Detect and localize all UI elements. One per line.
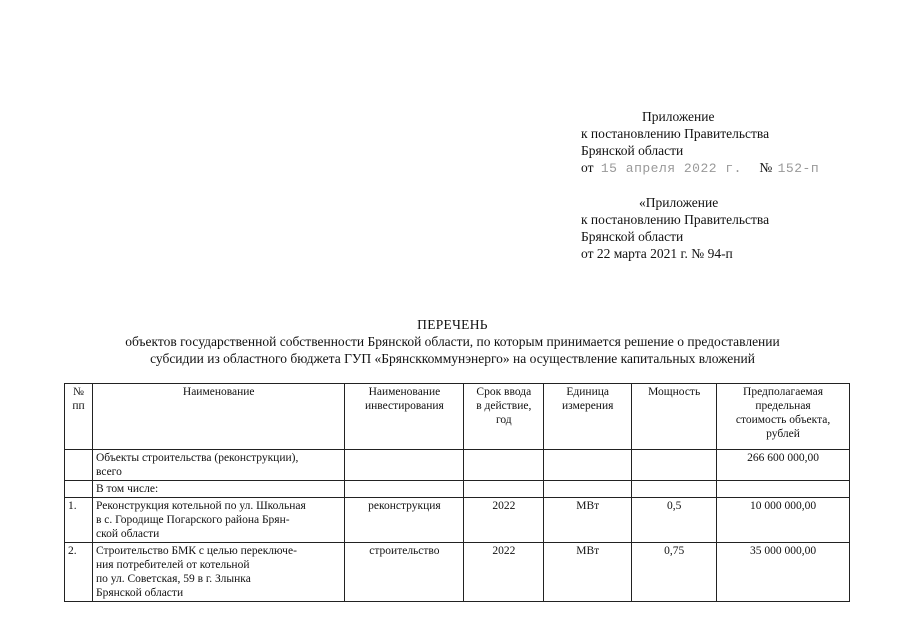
total-cost: 266 600 000,00	[717, 450, 850, 481]
date-prefix: от	[581, 160, 594, 175]
header-deadline: Срок ввода в действие, год	[464, 384, 544, 450]
appendix-current-line1: к постановлению Правительства	[581, 126, 770, 141]
table-header-row	[65, 384, 850, 450]
row-name: Строительство БМК с целью переключе- ния потребителей от котельной по ул. Советская, 59 в г. Злынка Брянской области	[92, 543, 345, 602]
appendix-original-line2: Брянской области	[581, 229, 684, 244]
total-name: Объекты строительства (реконструкции), всего	[92, 450, 345, 481]
heading-line1: объектов государственной собственности Брянской области, по которым принимается решение о предоставлении	[125, 334, 780, 349]
number-stamp: 152-п	[777, 161, 820, 176]
row-investment: реконструкция	[345, 498, 464, 543]
row-deadline: 2022	[464, 498, 544, 543]
row-name: Реконструкция котельной по ул. Школьная в с. Городище Погарского района Брян- ской области	[92, 498, 345, 543]
document-heading	[0, 316, 905, 367]
objects-table	[64, 383, 850, 602]
appendix-current-date-line	[581, 159, 819, 177]
appendix-current	[581, 108, 819, 177]
row-investment: строительство	[345, 543, 464, 602]
header-unit: Единица измерения	[544, 384, 632, 450]
header-cost: Предполагаемая предельная стоимость объекта, рублей	[717, 384, 850, 450]
header-num: № пп	[65, 384, 93, 450]
including-label: В том числе:	[92, 481, 345, 498]
row-num: 1.	[65, 498, 93, 543]
appendix-original-line3: от 22 марта 2021 г. № 94-п	[581, 246, 733, 261]
row-cost: 35 000 000,00	[717, 543, 850, 602]
appendix-current-line2: Брянской области	[581, 143, 684, 158]
row-num: 2.	[65, 543, 93, 602]
row-capacity: 0,5	[632, 498, 717, 543]
appendix-original-line1: к постановлению Правительства	[581, 212, 770, 227]
table-row-including	[65, 481, 850, 498]
document-title: ПЕРЕЧЕНЬ	[417, 317, 488, 332]
number-label: №	[759, 160, 773, 175]
date-stamp: 15 апреля 2022 г.	[600, 161, 742, 176]
row-deadline: 2022	[464, 543, 544, 602]
appendix-original-title: «Приложение	[639, 195, 719, 210]
table-row-total	[65, 450, 850, 481]
row-unit: МВт	[544, 498, 632, 543]
header-investment: Наименование инвестирования	[345, 384, 464, 450]
header-capacity: Мощность	[632, 384, 717, 450]
appendix-current-title: Приложение	[642, 109, 715, 124]
table-row	[65, 543, 850, 602]
header-name: Наименование	[92, 384, 345, 450]
appendix-original	[581, 194, 769, 262]
row-unit: МВт	[544, 543, 632, 602]
table-row	[65, 498, 850, 543]
row-capacity: 0,75	[632, 543, 717, 602]
row-cost: 10 000 000,00	[717, 498, 850, 543]
heading-line2: субсидии из областного бюджета ГУП «Брянсккоммунэнерго» на осуществление капитальных вложений	[150, 351, 755, 366]
